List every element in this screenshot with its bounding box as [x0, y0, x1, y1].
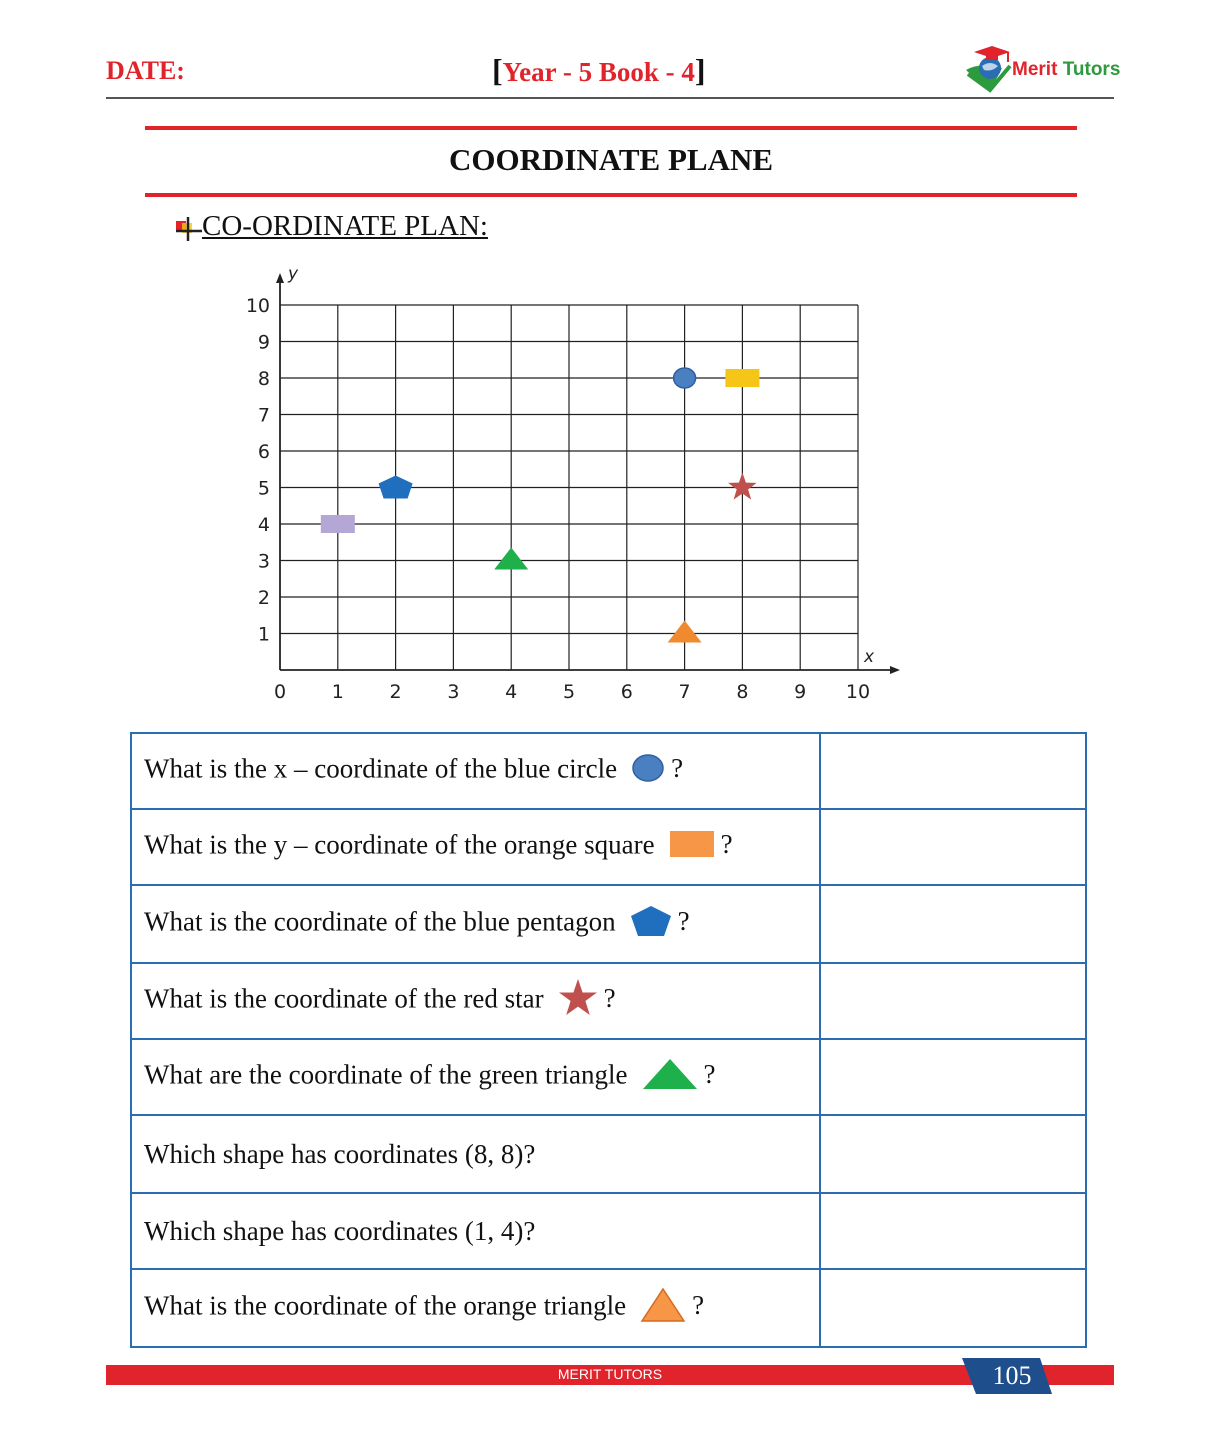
book-label — [492, 52, 706, 89]
y-tick-label: 5 — [257, 477, 270, 500]
y-tick-label: 8 — [257, 368, 270, 390]
x-axis-label: x — [864, 647, 875, 667]
question-cell — [131, 963, 820, 1039]
x-tick-label: 10 — [845, 681, 871, 703]
orange-triangle-icon — [640, 1287, 686, 1330]
question-text: What is the coordinate of the blue pentagon — [144, 906, 616, 937]
answer-cell[interactable] — [820, 1269, 1086, 1347]
question-cell — [131, 809, 820, 885]
y-tick-label: 6 — [257, 441, 270, 463]
answer-cell[interactable] — [820, 1115, 1086, 1193]
question-row — [131, 963, 1086, 1039]
y-tick-label: 1 — [257, 623, 270, 646]
answer-cell[interactable] — [820, 809, 1086, 885]
x-tick-label: 3 — [447, 681, 460, 703]
question-mark: ? — [677, 906, 690, 937]
x-tick-label: 1 — [331, 681, 344, 703]
question-text: What is the y – coordinate of the orange square — [144, 829, 655, 860]
title-rule-bottom — [145, 193, 1077, 197]
question-cell — [131, 733, 820, 809]
x-tick-label: 8 — [736, 681, 749, 703]
question-cell — [131, 1115, 820, 1193]
question-row — [131, 1269, 1086, 1347]
blue-circle-mark — [674, 368, 696, 388]
coordinate-plane-chart — [230, 258, 910, 708]
orange-triangle-mark — [668, 621, 702, 643]
answer-cell[interactable] — [820, 1039, 1086, 1115]
x-axis-arrow — [890, 666, 900, 674]
page-title: COORDINATE PLANE — [448, 142, 774, 177]
green-triangle-icon — [642, 1058, 698, 1097]
x-tick-label: 0 — [273, 681, 287, 703]
question-row — [131, 809, 1086, 885]
question-table — [130, 732, 1087, 1348]
grid-lines — [280, 305, 858, 670]
y-tick-label: 3 — [257, 550, 270, 573]
date-label: DATE: — [106, 56, 185, 85]
question-cell — [131, 885, 820, 963]
blue-pentagon-icon — [630, 905, 672, 944]
yellow-rectangle-mark — [725, 369, 759, 387]
question-cell — [131, 1269, 820, 1347]
question-row — [131, 733, 1086, 809]
question-row — [131, 885, 1086, 963]
y-tick-label: 10 — [245, 295, 270, 317]
question-text: Which shape has coordinates (1, 4)? — [144, 1215, 536, 1246]
answer-cell[interactable] — [820, 885, 1086, 963]
question-cell — [131, 1039, 820, 1115]
logo-wordmark — [1012, 59, 1120, 81]
bullet-icon — [174, 217, 202, 241]
question-mark: ? — [703, 1059, 716, 1090]
book-label-text: Year - 5 Book - 4 — [502, 57, 695, 87]
answer-cell[interactable] — [820, 733, 1086, 809]
tick-labels — [246, 264, 875, 703]
logo-word-merit: Merit — [1012, 59, 1058, 80]
question-text: What is the x – coordinate of the blue circle — [144, 753, 618, 784]
question-mark: ? — [692, 1290, 705, 1321]
y-tick-label: 9 — [257, 331, 270, 354]
blue-circle-icon — [631, 753, 665, 790]
question-mark: ? — [603, 983, 616, 1014]
green-triangle-mark — [494, 548, 528, 570]
plotted-shapes — [321, 368, 760, 643]
axes — [276, 273, 900, 674]
section-heading: CO-ORDINATE PLAN: — [202, 210, 488, 242]
question-cell — [131, 1193, 820, 1269]
bracket-close: ] — [694, 52, 706, 88]
blue-pentagon-mark — [379, 476, 413, 499]
red-star-icon — [558, 978, 598, 1025]
footer-brand: MERIT TUTORS — [557, 1366, 663, 1382]
title-rule-top — [145, 126, 1077, 130]
question-mark: ? — [671, 753, 684, 784]
question-row — [131, 1115, 1086, 1193]
x-tick-label: 9 — [794, 681, 807, 703]
answer-cell[interactable] — [820, 1193, 1086, 1269]
question-row — [131, 1039, 1086, 1115]
x-tick-label: 6 — [620, 681, 633, 703]
logo-word-tutors: Tutors — [1062, 59, 1121, 80]
question-text: Which shape has coordinates (8, 8)? — [144, 1138, 536, 1169]
question-row — [131, 1193, 1086, 1269]
y-axis-label: y — [288, 264, 299, 284]
orange-square-icon — [669, 829, 715, 866]
question-text: What is the coordinate of the red star — [144, 983, 544, 1014]
x-tick-label: 5 — [562, 681, 576, 703]
y-tick-label: 4 — [257, 514, 270, 536]
x-tick-label: 2 — [389, 681, 402, 703]
x-tick-label: 4 — [505, 681, 518, 703]
question-text: What is the coordinate of the orange triangle — [144, 1290, 627, 1321]
y-tick-label: 2 — [257, 587, 270, 609]
lilac-square-mark — [321, 515, 355, 533]
question-mark: ? — [720, 829, 733, 860]
question-text: What are the coordinate of the green triangle — [144, 1059, 628, 1090]
x-tick-label: 7 — [678, 681, 691, 703]
answer-cell[interactable] — [820, 963, 1086, 1039]
y-tick-label: 7 — [257, 404, 270, 427]
bracket-open: [ — [492, 52, 503, 88]
header-divider — [106, 97, 1114, 99]
page-number: 105 — [992, 1361, 1032, 1390]
y-axis-arrow — [276, 273, 284, 283]
